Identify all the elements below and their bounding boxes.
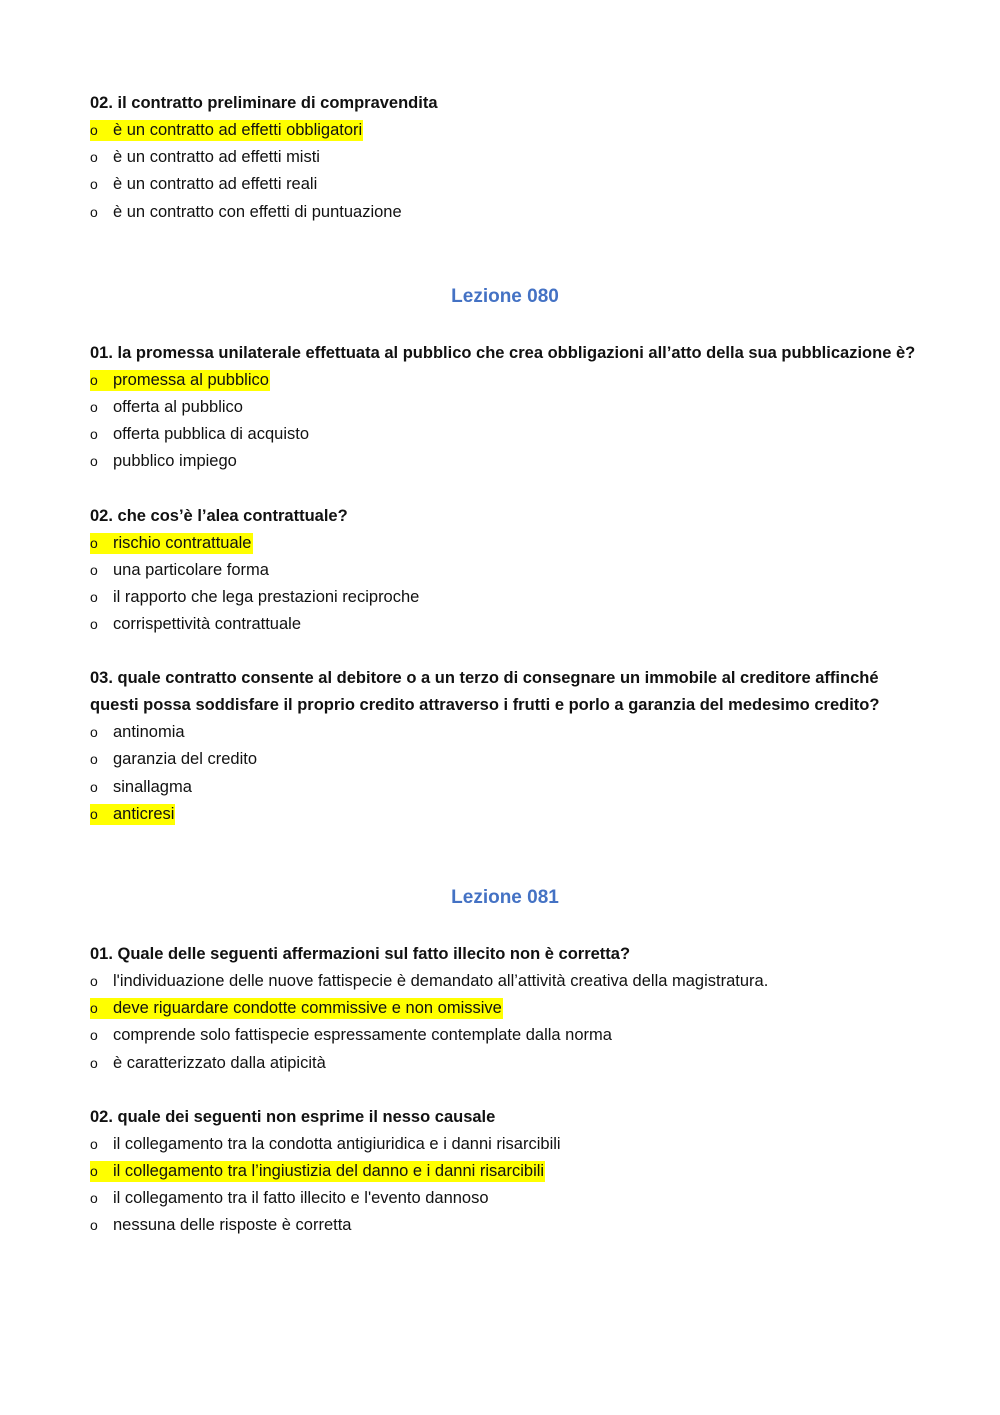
bullet-icon: o	[90, 426, 98, 443]
bullet-icon: o	[90, 1190, 98, 1207]
answer-option-correct	[90, 801, 920, 828]
answer-text: l'individuazione delle nuove fattispecie è demandato all’attività creativa della magistratura.	[113, 972, 769, 990]
answer-text: garanzia del credito	[113, 750, 258, 769]
bullet-icon: o	[90, 751, 98, 768]
answer-list	[90, 1131, 920, 1240]
answer-text: è un contratto con effetti di puntuazione	[113, 202, 402, 221]
answer-list	[90, 530, 920, 639]
answer-option	[90, 144, 920, 171]
answer-text: il collegamento tra la condotta antigiuridica e i danni risarcibili	[113, 1134, 561, 1153]
answer-option	[90, 611, 920, 638]
answer-text: offerta al pubblico	[113, 397, 243, 416]
question-block	[90, 90, 920, 226]
bullet-icon: o	[90, 1217, 98, 1234]
question-text: 01. Quale delle seguenti affermazioni sul fatto illecito non è corretta?	[90, 945, 631, 963]
bullet-icon: o	[90, 453, 98, 470]
answer-option-correct	[90, 367, 920, 394]
bullet-icon: o	[90, 122, 98, 138]
bullet-icon: o	[90, 973, 98, 989]
bullet-icon: o	[90, 778, 98, 795]
question-text: 01. la promessa unilaterale effettuata al pubblico che crea obbligazioni all’atto della sua pubblicazione è?	[90, 343, 916, 362]
answer-option	[90, 171, 920, 198]
answer-text: il collegamento tra il fatto illecito e l'evento dannoso	[113, 1189, 489, 1208]
answer-option	[90, 1022, 920, 1049]
bullet-icon: o	[90, 724, 98, 741]
answer-option-correct	[90, 117, 920, 144]
answer-text: comprende solo fattispecie espressamente contemplate dalla norma	[113, 1026, 612, 1045]
answer-option-correct	[90, 1158, 920, 1185]
answer-option	[90, 719, 920, 746]
answer-option	[90, 968, 920, 995]
answer-text: è caratterizzato dalla atipicità	[113, 1053, 326, 1072]
answer-list	[90, 367, 920, 476]
bullet-icon: o	[90, 176, 98, 193]
answer-text: rischio contrattuale	[113, 533, 252, 552]
lesson-heading: Lezione 080	[451, 285, 559, 307]
bullet-icon: o	[90, 588, 98, 605]
answer-text: il collegamento tra l’ingiustizia del danno e i danni risarcibili	[113, 1161, 545, 1180]
answer-option	[90, 584, 920, 611]
question-text: 03. quale contratto consente al debitore o a un terzo di consegnare un immobile al creditore affinché questi possa soddisfare il proprio credito attraverso i frutti e porlo a garanzia del medesimo credito?	[90, 669, 880, 715]
document-page	[90, 90, 920, 1240]
answer-text: una particolare forma	[113, 560, 269, 579]
answer-option-correct	[90, 530, 920, 557]
answer-list	[90, 968, 920, 1077]
answer-text: corrispettività contrattuale	[113, 615, 302, 634]
question-block	[90, 1104, 920, 1240]
lesson-heading: Lezione 081	[451, 887, 559, 908]
answer-option-correct	[90, 995, 920, 1022]
question-block	[90, 941, 920, 1077]
answer-text: antinomia	[113, 723, 185, 742]
bullet-icon: o	[90, 398, 98, 415]
bullet-icon: o	[90, 534, 98, 551]
answer-option	[90, 1131, 920, 1158]
answer-option	[90, 557, 920, 584]
bullet-icon: o	[90, 1135, 98, 1152]
answer-option	[90, 1212, 920, 1239]
bullet-icon: o	[90, 149, 98, 166]
bullet-icon: o	[90, 616, 98, 633]
question-block	[90, 503, 920, 639]
answer-text: è un contratto ad effetti misti	[113, 148, 320, 167]
answer-text: offerta pubblica di acquisto	[113, 425, 309, 444]
bullet-icon: o	[90, 561, 98, 578]
question-block	[90, 665, 920, 828]
answer-option	[90, 746, 920, 773]
bullet-icon: o	[90, 371, 98, 388]
question-text: 02. quale dei seguenti non esprime il nesso causale	[90, 1107, 496, 1126]
answer-text: anticresi	[113, 804, 175, 823]
answer-text: nessuna delle risposte è corretta	[113, 1216, 352, 1235]
answer-option	[90, 394, 920, 421]
answer-option	[90, 1185, 920, 1212]
bullet-icon: o	[90, 805, 98, 822]
answer-text: deve riguardare condotte commissive e non omissive	[113, 999, 502, 1018]
bullet-icon: o	[90, 1000, 98, 1017]
bullet-icon: o	[90, 203, 98, 220]
answer-text: pubblico impiego	[113, 452, 237, 471]
question-block	[90, 340, 920, 476]
answer-text: è un contratto ad effetti reali	[113, 175, 318, 194]
answer-option	[90, 774, 920, 801]
bullet-icon: o	[90, 1162, 98, 1179]
answer-text: sinallagma	[113, 777, 192, 796]
answer-option	[90, 448, 920, 475]
answer-list	[90, 117, 920, 226]
answer-list	[90, 719, 920, 828]
bullet-icon: o	[90, 1027, 98, 1044]
answer-option	[90, 421, 920, 448]
answer-text: è un contratto ad effetti obbligatori	[113, 121, 363, 139]
answer-text: promessa al pubblico	[113, 370, 269, 389]
bullet-icon: o	[90, 1054, 98, 1071]
answer-option	[90, 199, 920, 226]
question-text: 02. che cos’è l’alea contrattuale?	[90, 506, 348, 525]
answer-option	[90, 1050, 920, 1077]
question-text: 02. il contratto preliminare di compravendita	[90, 94, 438, 112]
answer-text: il rapporto che lega prestazioni reciproche	[113, 587, 420, 606]
